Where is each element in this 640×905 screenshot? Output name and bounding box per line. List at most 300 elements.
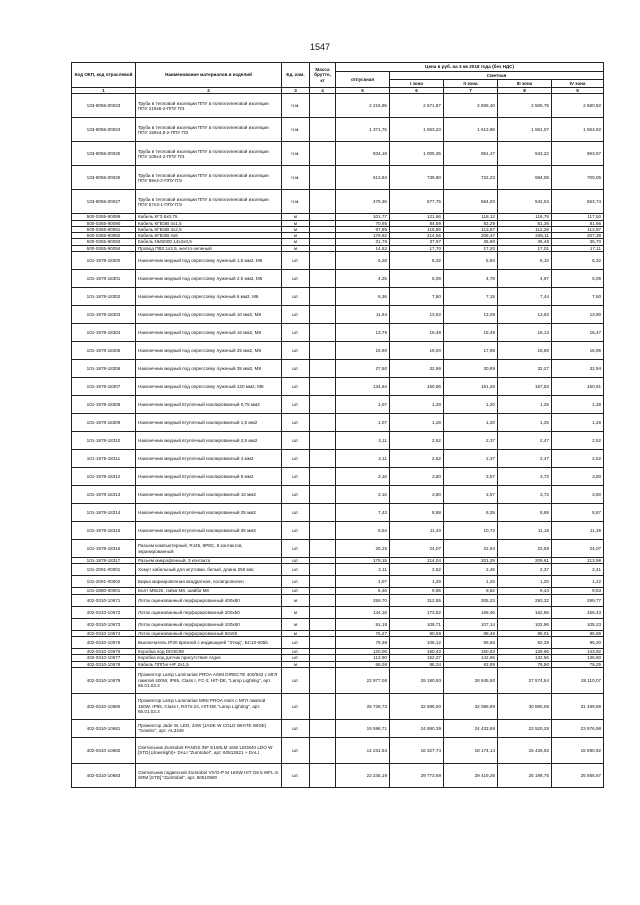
row-code: 101-1978-18303 — [72, 306, 136, 324]
row-price-zone-1: 29 773,69 — [390, 763, 444, 787]
row-name: Провод ПВЗ 1х2,5, желто-зеленый — [136, 245, 282, 251]
row-price-zone-2: 1,20 — [444, 396, 498, 414]
table-row — [72, 166, 604, 190]
row-price-zone-1: 214,55 — [390, 233, 444, 239]
table-row — [72, 486, 604, 504]
row-price-otpusk: 179,62 — [336, 233, 390, 239]
row-unit: м — [282, 220, 310, 226]
row-price-otpusk: 11,64 — [336, 306, 390, 324]
row-price-otpusk: 3,16 — [336, 486, 390, 504]
row-name: Труба в тепловой изоляции ППУ в полиэтиленовой изоляции ППУ 89х4-2-ППУ ПЭ — [136, 166, 282, 190]
row-code: 402-0310-10676 — [72, 648, 136, 654]
column-number: 2 — [136, 88, 282, 94]
row-price-zone-3: 2,47 — [498, 450, 552, 468]
row-price-zone-1: 8,88 — [390, 504, 444, 522]
row-unit: шт. — [282, 414, 310, 432]
row-mass — [310, 94, 336, 118]
row-price-zone-4: 112,97 — [552, 226, 604, 232]
row-price-zone-2: 7,15 — [444, 288, 498, 306]
row-unit: шт. — [282, 270, 310, 288]
row-price-zone-3: 542,04 — [498, 190, 552, 214]
row-unit: м — [282, 245, 310, 251]
row-unit: м — [282, 661, 310, 667]
table-row — [72, 360, 604, 378]
table-row — [72, 636, 604, 648]
row-price-otpusk: 23 245,19 — [336, 763, 390, 787]
row-price-zone-3: 16,13 — [498, 324, 552, 342]
row-price-zone-4: 207,38 — [552, 233, 604, 239]
row-price-zone-1: 88,34 — [390, 661, 444, 667]
row-price-zone-2: 564,03 — [444, 190, 498, 214]
row-unit: шт. — [282, 648, 310, 654]
row-name: Наконечник медный под опрессовку луженый 120 мм2, М8 — [136, 378, 282, 396]
row-name: Выключатель IP20 врезной с индикацией "Этюд", БС10-005b — [136, 636, 282, 648]
table-row — [72, 342, 604, 360]
row-price-zone-1: 84,59 — [390, 220, 444, 226]
row-price-zone-3: 3,72 — [498, 468, 552, 486]
row-price-zone-3: 23,58 — [498, 540, 552, 558]
row-name: Кабель КГВЭВ 4х6 — [136, 233, 282, 239]
row-price-zone-1: 214,04 — [390, 558, 444, 564]
row-price-zone-3: 132,56 — [498, 655, 552, 661]
row-price-otpusk: 1,07 — [336, 396, 390, 414]
row-price-zone-1: 16,48 — [390, 324, 444, 342]
row-price-zone-3: 32,27 — [498, 360, 552, 378]
row-code: 101-1978-18300 — [72, 252, 136, 270]
row-price-zone-3: 7,44 — [498, 288, 552, 306]
row-code: 402-0310-10673 — [72, 618, 136, 630]
row-name: Светильник подвесной Zumtobel VIVO-P M 16SW HIT G8.5 WFL-S SRM [STD] "Zumtobel", арт. 60510980 — [136, 763, 282, 787]
row-price-otpusk: 25 739,73 — [336, 693, 390, 719]
row-price-zone-4: 117,50 — [552, 214, 604, 220]
row-code: 101-1978-18308 — [72, 396, 136, 414]
row-mass — [310, 252, 336, 270]
row-price-zone-3: 293,32 — [498, 594, 552, 606]
row-price-otpusk: 14,82 — [336, 245, 390, 251]
row-unit: шт. — [282, 468, 310, 486]
column-number: 4 — [310, 88, 336, 94]
row-price-zone-2: 2,37 — [444, 450, 498, 468]
row-unit: шт. — [282, 763, 310, 787]
table-row — [72, 252, 604, 270]
row-price-zone-2: 88,46 — [444, 630, 498, 636]
row-name: Лоток оцинкованный перфорированный 50х50 — [136, 630, 282, 636]
row-price-zone-3: 3,72 — [498, 486, 552, 504]
row-price-zone-3: 23 520,28 — [498, 719, 552, 737]
row-price-otpusk: 15,90 — [336, 342, 390, 360]
row-price-zone-4: 36,70 — [552, 239, 604, 245]
row-price-zone-1: 17,70 — [390, 245, 444, 251]
row-unit: п.м. — [282, 118, 310, 142]
row-mass — [310, 270, 336, 288]
header-price-group: Цена в руб. на 3 кв 2018 года (без НДС) — [336, 63, 604, 72]
row-unit: шт. — [282, 360, 310, 378]
column-number: 6 — [390, 88, 444, 94]
row-price-otpusk: 834,18 — [336, 142, 390, 166]
row-price-zone-3: 27 574,64 — [498, 667, 552, 693]
row-price-zone-1: 577,75 — [390, 190, 444, 214]
row-price-zone-4: 9,63 — [552, 588, 604, 594]
row-mass — [310, 432, 336, 450]
row-price-otpusk: 8,46 — [336, 588, 390, 594]
row-code: 101-1978-18313 — [72, 486, 136, 504]
row-price-zone-2: 18 174,14 — [444, 737, 498, 763]
row-price-zone-2: 208,47 — [444, 233, 498, 239]
row-unit: м — [282, 594, 310, 606]
row-price-zone-3: 92,38 — [498, 636, 552, 648]
row-unit: шт. — [282, 378, 310, 396]
row-unit: шт. — [282, 504, 310, 522]
row-price-otpusk: 9,54 — [336, 522, 390, 540]
row-name: Наконечник медный под опрессовку луженый 16 мм2, М8 — [136, 324, 282, 342]
row-mass — [310, 118, 336, 142]
row-unit: шт. — [282, 693, 310, 719]
row-price-zone-1: 2,52 — [390, 432, 444, 450]
row-mass — [310, 618, 336, 630]
table-row — [72, 594, 604, 606]
row-name: Разъем компьютерный, RJ45, 8P8C, 8 контактов, экранированный — [136, 540, 282, 558]
row-price-zone-2: 2,37 — [444, 432, 498, 450]
row-price-zone-3: 157,53 — [498, 378, 552, 396]
row-code: 402-0310-10678 — [72, 661, 136, 667]
row-price-zone-2: 32 089,69 — [444, 693, 498, 719]
table-row — [72, 693, 604, 719]
row-price-otpusk: 2,11 — [336, 450, 390, 468]
table-body — [72, 94, 604, 788]
row-code: 500-0355-90092 — [72, 233, 136, 239]
row-name: Труба в тепловой изоляции ППУ в полиэтиленовой изоляции ППУ 108х4-2-ППУ ПЭ — [136, 142, 282, 166]
row-price-zone-1: 1 653,23 — [390, 118, 444, 142]
row-mass — [310, 540, 336, 558]
header-mass: Масса брутто, кг — [310, 63, 336, 88]
row-price-zone-3: 1,25 — [498, 414, 552, 432]
row-price-zone-4: 18,99 — [552, 342, 604, 360]
row-price-zone-4: 1,28 — [552, 414, 604, 432]
row-price-zone-3: 11,16 — [498, 522, 552, 540]
row-price-otpusk: 91,18 — [336, 618, 390, 630]
row-name: Коробка под DIGIDIM — [136, 648, 282, 654]
row-code: 103-8055-00023 — [72, 94, 136, 118]
row-unit: шт. — [282, 432, 310, 450]
row-price-otpusk: 5,28 — [336, 252, 390, 270]
row-price-otpusk: 120,08 — [336, 648, 390, 654]
row-price-zone-1: 152,27 — [390, 655, 444, 661]
header-otpusk: отпускная — [336, 72, 390, 88]
row-unit: п.м. — [282, 94, 310, 118]
row-mass — [310, 288, 336, 306]
row-code: 500-0355-90089 — [72, 214, 136, 220]
row-name: Лоток оцинкованный перфорированный 200х50 — [136, 606, 282, 618]
row-code: 500-0355-90090 — [72, 220, 136, 226]
row-mass — [310, 378, 336, 396]
table-row — [72, 324, 604, 342]
row-price-zone-1: 18 327,74 — [390, 737, 444, 763]
row-code: 402-0310-10679 — [72, 667, 136, 693]
row-code: 101-1978-18316 — [72, 540, 136, 558]
table-row — [72, 564, 604, 576]
row-price-otpusk: 14 231,54 — [336, 737, 390, 763]
row-price-zone-1: 11,40 — [390, 522, 444, 540]
column-number: 3 — [282, 88, 310, 94]
row-price-zone-4: 23 976,98 — [552, 719, 604, 737]
row-code: 101-1978-18315 — [72, 522, 136, 540]
row-price-zone-2: 82,29 — [444, 220, 498, 226]
row-unit: м — [282, 630, 310, 636]
table-row — [72, 468, 604, 486]
row-name: Наконечник медный втулочный изолированный 25 мм2 — [136, 504, 282, 522]
row-price-otpusk: 3,16 — [336, 468, 390, 486]
row-name: Кабель КГВЭВ 4х1,5 — [136, 220, 282, 226]
table-row — [72, 522, 604, 540]
row-price-zone-4: 963,57 — [552, 142, 604, 166]
row-price-zone-3: 18,60 — [498, 342, 552, 360]
row-price-zone-1: 24,07 — [390, 540, 444, 558]
row-unit: м — [282, 618, 310, 630]
row-name: Труба в тепловой изоляции ППУ в полиэтиленовой изоляции ППУ 159х4,5-2-ППУ ПЭ — [136, 118, 282, 142]
row-price-zone-2: 169,46 — [444, 606, 498, 618]
table-row — [72, 540, 604, 558]
row-price-zone-3: 76,90 — [498, 661, 552, 667]
row-price-zone-4: 709,05 — [552, 166, 604, 190]
row-price-zone-4: 24,07 — [552, 540, 604, 558]
row-mass — [310, 396, 336, 414]
row-price-zone-1: 24 890,39 — [390, 719, 444, 737]
row-price-zone-2: 201,29 — [444, 558, 498, 564]
row-price-zone-1: 5,09 — [390, 270, 444, 288]
row-price-zone-3: 206,11 — [498, 233, 552, 239]
row-price-zone-2: 3,57 — [444, 468, 498, 486]
row-unit: м — [282, 606, 310, 618]
row-mass — [310, 414, 336, 432]
row-price-zone-2: 1,20 — [444, 414, 498, 432]
row-code: 101-1978-18317 — [72, 558, 136, 564]
row-price-zone-2: 113,57 — [444, 226, 498, 232]
row-code: 101-2091-00001 — [72, 564, 136, 576]
row-name: Кабель КГЗ 6х0,75 — [136, 214, 282, 220]
table-row — [72, 118, 604, 142]
page-number: 1547 — [309, 42, 331, 52]
row-price-zone-1: 9,95 — [390, 588, 444, 594]
row-price-zone-4: 2,52 — [552, 450, 604, 468]
row-price-zone-4: 5,09 — [552, 270, 604, 288]
row-mass — [310, 142, 336, 166]
row-price-otpusk: 2 216,95 — [336, 94, 390, 118]
row-code: 402-0310-10677 — [72, 655, 136, 661]
row-price-zone-3: 1 551,07 — [498, 118, 552, 142]
row-name: Хомут кабельный для жгутовки, белый, длина 250 мм; — [136, 564, 282, 576]
row-price-zone-2: 142,66 — [444, 655, 498, 661]
row-unit: шт. — [282, 719, 310, 737]
row-price-zone-1: 13,92 — [390, 306, 444, 324]
row-price-otpusk: 4,25 — [336, 270, 390, 288]
column-number: 1 — [72, 88, 136, 94]
table-row — [72, 737, 604, 763]
row-code: 103-8055-00027 — [72, 190, 136, 214]
row-unit: шт. — [282, 450, 310, 468]
row-price-zone-2: 24 433,69 — [444, 719, 498, 737]
row-price-zone-4: 105,23 — [552, 618, 604, 630]
row-name: Прожектор Lamp Luminarias PROA ASIM DIRECTE 400/842 с МГЛ лампой 400W, IP65, Class I, FC-2, HIT-DE, "Lamp Lighting", арт. 66.01.03.3 — [136, 667, 282, 693]
row-price-zone-2: 8,35 — [444, 504, 498, 522]
header-zone-3: III зона — [498, 80, 552, 88]
table-row — [72, 306, 604, 324]
row-price-zone-3: 694,08 — [498, 166, 552, 190]
row-price-zone-2: 10,72 — [444, 522, 498, 540]
row-name: Наконечник медный под опрессовку луженый 2,5 мм2, М5 — [136, 270, 282, 288]
row-unit: м — [282, 226, 310, 232]
row-price-zone-1: 116,86 — [390, 226, 444, 232]
row-code: 103-8055-00026 — [72, 166, 136, 190]
row-price-zone-3: 943,22 — [498, 142, 552, 166]
row-price-zone-4: 143,92 — [552, 648, 604, 654]
row-price-otpusk: 101,77 — [336, 214, 390, 220]
row-price-otpusk: 22 977,08 — [336, 667, 390, 693]
row-mass — [310, 486, 336, 504]
row-price-zone-4: 299,77 — [552, 594, 604, 606]
row-price-zone-4: 1,28 — [552, 396, 604, 414]
column-number: 5 — [336, 88, 390, 94]
row-mass — [310, 522, 336, 540]
row-price-otpusk: 31,79 — [336, 239, 390, 245]
row-mass — [310, 737, 336, 763]
row-price-zone-2: 150,53 — [444, 648, 498, 654]
row-price-zone-3: 139,66 — [498, 648, 552, 654]
row-price-zone-1: 1,28 — [390, 414, 444, 432]
row-code: 101-1978-18304 — [72, 324, 136, 342]
row-price-zone-1: 160,86 — [390, 378, 444, 396]
row-price-zone-2: 36,90 — [444, 239, 498, 245]
row-price-zone-4: 2 580,82 — [552, 94, 604, 118]
row-code: 101-1978-18302 — [72, 288, 136, 306]
row-price-otpusk: 27,50 — [336, 360, 390, 378]
row-mass — [310, 450, 336, 468]
row-mass — [310, 606, 336, 618]
row-price-zone-2: 17,20 — [444, 245, 498, 251]
row-price-otpusk: 66,08 — [336, 661, 390, 667]
header-zone-4: IV зона — [552, 80, 604, 88]
row-code: 500-0355-90091 — [72, 226, 136, 232]
row-price-otpusk: 75,27 — [336, 630, 390, 636]
row-price-zone-3: 25 198,76 — [498, 763, 552, 787]
row-unit: шт. — [282, 522, 310, 540]
row-price-otpusk: 113,90 — [336, 655, 390, 661]
row-name: Коробка под датчик присутствия Argus — [136, 655, 282, 661]
row-price-zone-1: 3,80 — [390, 468, 444, 486]
row-price-zone-4: 8,87 — [552, 504, 604, 522]
row-code: 101-1978-18314 — [72, 504, 136, 522]
row-price-zone-3: 112,28 — [498, 226, 552, 232]
row-price-zone-4: 13,90 — [552, 306, 604, 324]
row-price-zone-3: 116,78 — [498, 214, 552, 220]
row-price-zone-4: 3,80 — [552, 468, 604, 486]
row-unit: шт. — [282, 636, 310, 648]
row-code: 500-0355-90093 — [72, 239, 136, 245]
row-price-zone-2: 3,57 — [444, 486, 498, 504]
header-name: Наименование материалов и изделий — [136, 63, 282, 88]
row-name: Лоток оцинкованный перфорированный 400х80 — [136, 594, 282, 606]
row-price-zone-4: 1,22 — [552, 576, 604, 588]
row-code: 500-0355-90094 — [72, 245, 136, 251]
row-code: 103-8055-00025 — [72, 142, 136, 166]
row-price-zone-4: 79,25 — [552, 661, 604, 667]
row-price-zone-1: 2,52 — [390, 450, 444, 468]
row-price-otpusk: 97,95 — [336, 226, 390, 232]
header-code: Код ОКП, код отраслевой — [72, 63, 136, 88]
row-price-otpusk: 13,79 — [336, 324, 390, 342]
row-mass — [310, 763, 336, 787]
table-row — [72, 763, 604, 787]
row-name: Наконечник медный под опрессовку луженый 25 мм2, М8 — [136, 342, 282, 360]
table-row — [72, 288, 604, 306]
row-price-zone-2: 5,94 — [444, 252, 498, 270]
row-price-zone-1: 1,28 — [390, 396, 444, 414]
row-price-zone-1: 173,52 — [390, 606, 444, 618]
table-row — [72, 606, 604, 618]
row-price-zone-3: 36,48 — [498, 239, 552, 245]
row-price-otpusk: 144,18 — [336, 606, 390, 618]
row-price-zone-2: 2,46 — [444, 564, 498, 576]
row-price-otpusk: 7,43 — [336, 504, 390, 522]
row-mass — [310, 564, 336, 576]
row-price-zone-1: 19,00 — [390, 342, 444, 360]
row-price-zone-2: 30,89 — [444, 360, 498, 378]
row-code: 101-1978-18305 — [72, 342, 136, 360]
row-price-zone-4: 17,11 — [552, 245, 604, 251]
header-smetnaya: Сметная — [390, 72, 604, 80]
row-price-zone-4: 136,60 — [552, 655, 604, 661]
row-code: 402-0310-10671 — [72, 594, 136, 606]
row-price-otpusk: 19 596,71 — [336, 719, 390, 737]
row-price-zone-3: 85,01 — [498, 630, 552, 636]
row-price-zone-3: 15 426,92 — [498, 737, 552, 763]
row-unit: п.м. — [282, 166, 310, 190]
row-price-zone-4: 95,20 — [552, 636, 604, 648]
row-price-otpusk: 1,07 — [336, 576, 390, 588]
row-name: Наконечник медный втулочный изолированный 0,75 мм2 — [136, 396, 282, 414]
row-name: Наконечник медный под опрессовку луженый 6 мм2, М6 — [136, 288, 282, 306]
row-code: 101-2091-00002 — [72, 576, 136, 588]
row-name: Труба в тепловой изоляции ППУ в полиэтиленовой изоляции ППУ 219х6-2-ППУ ПЭ — [136, 94, 282, 118]
table-row — [72, 270, 604, 288]
table-row — [72, 576, 604, 588]
table-row — [72, 618, 604, 630]
row-name: Наконечник медный втулочный изолированный 6 мм2 — [136, 468, 282, 486]
row-price-zone-2: 9,62 — [444, 588, 498, 594]
row-price-zone-1: 121,66 — [390, 214, 444, 220]
row-price-zone-1: 3,80 — [390, 486, 444, 504]
row-price-zone-2: 82,89 — [444, 661, 498, 667]
row-name: Наконечник медный втулочный изолированный 16 мм2 — [136, 486, 282, 504]
row-unit: п.м. — [282, 142, 310, 166]
row-price-zone-1: 2,52 — [390, 564, 444, 576]
row-price-zone-3: 2 506,75 — [498, 94, 552, 118]
row-code: 101-1978-18312 — [72, 468, 136, 486]
row-mass — [310, 190, 336, 214]
row-price-zone-4: 11,39 — [552, 522, 604, 540]
row-price-zone-3: 1,25 — [498, 396, 552, 414]
row-unit: шт. — [282, 486, 310, 504]
row-unit: шт. — [282, 540, 310, 558]
row-price-zone-4: 160,81 — [552, 378, 604, 396]
row-unit: м — [282, 239, 310, 245]
row-name: Наконечник медный втулочный изолированный 2,5 мм2 — [136, 432, 282, 450]
row-price-zone-1: 160,43 — [390, 648, 444, 654]
row-price-zone-2: 2 608,40 — [444, 94, 498, 118]
row-price-zone-1: 739,80 — [390, 166, 444, 190]
row-code: 101-1978-18309 — [72, 414, 136, 432]
header-zone-1: I зона — [390, 80, 444, 88]
row-name: Труба в тепловой изоляции ППУ в полиэтиленовой изоляции ППУ 57х3-1-ППУ ПЭ — [136, 190, 282, 214]
